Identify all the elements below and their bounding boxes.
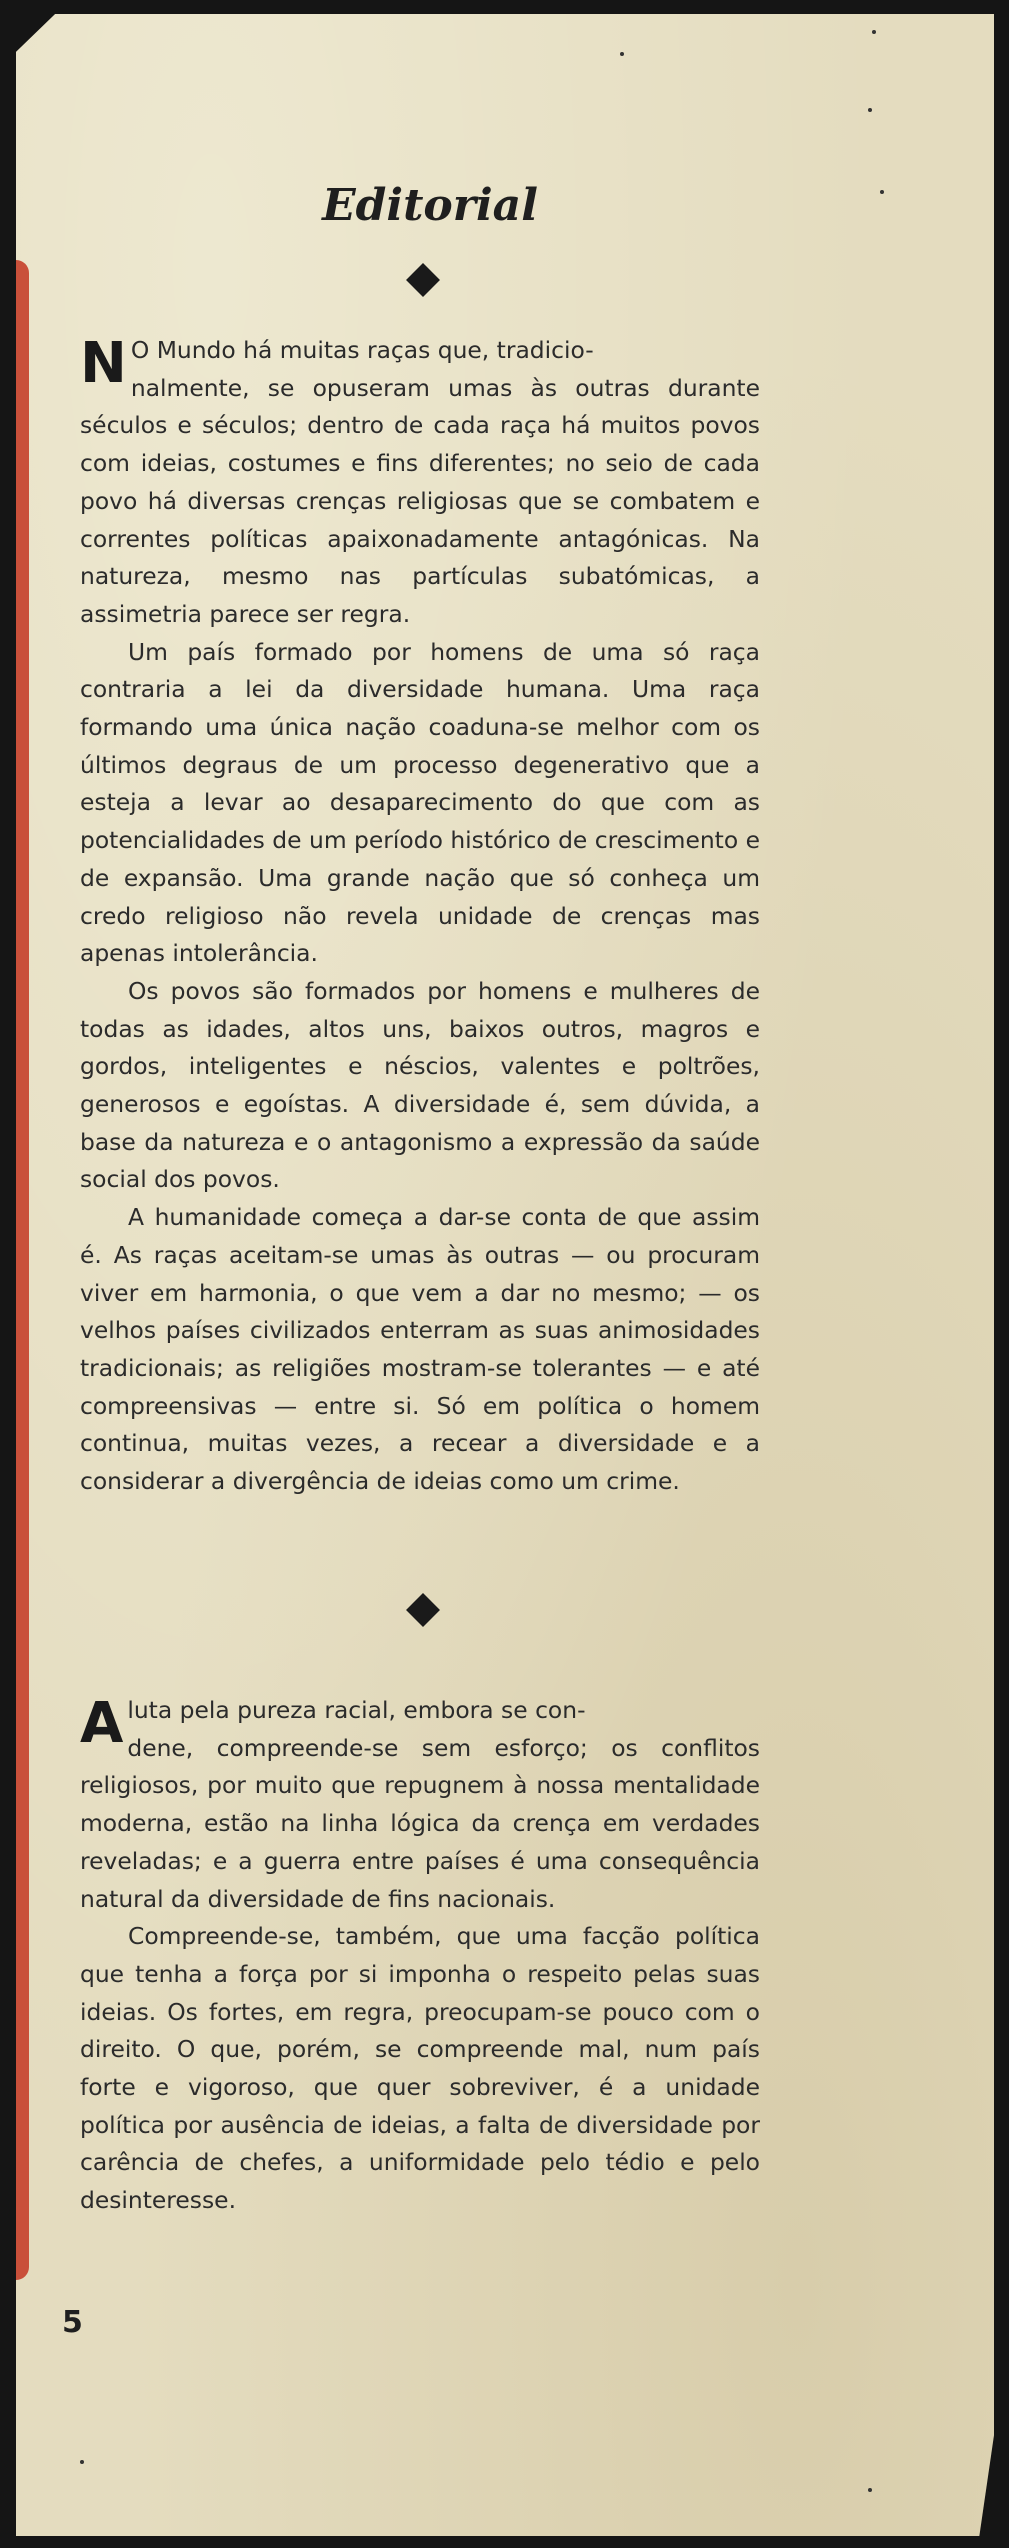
article-section-1 <box>80 332 760 1501</box>
paper-speck <box>868 108 872 112</box>
paper-speck <box>872 30 876 34</box>
paragraph: A humanidade começa a dar-se conta de que assim é. As raças aceitam-se umas às outras — ou procuram viver em harmonia, o que vem a dar no mesmo; — os velhos países civilizados enterram as suas animosidades tradicionais; as religiões mostram-se tolerantes — e até compreensivas — entre si. Só em política o homem continua, muitas vezes, a recear a diversidade e a considerar a divergência de ideias como um crime. <box>80 1203 760 1496</box>
dropcap: N <box>80 331 127 396</box>
article-section-2 <box>80 1692 760 2220</box>
page-number: 5 <box>62 2305 83 2340</box>
paper-speck <box>868 2488 872 2492</box>
first-line: luta pela pureza racial, embora se con- <box>127 1696 586 1724</box>
paper-speck <box>880 190 884 194</box>
paragraph <box>80 332 760 634</box>
paragraph: Compreende-se, também, que uma facção política que tenha a força por si imponha o respeito pelas suas ideias. Os fortes, em regra, preocupam-se pouco com o direito. O que, porém, se compreende mal, num país forte e vigoroso, que quer sobreviver, é a unidade política por ausência de ideias, a falta de diversidade por carência de chefes, a uniformidade pelo tédio e pelo desinteresse. <box>80 1922 760 2215</box>
paragraph-text: nalmente, se opuseram umas às outras durante séculos e séculos; dentro de cada raça há muitos povos com ideias, costumes e fins diferentes; no seio de cada povo há diversas crenças religiosas que se combatem e correntes políticas apaixonadamente antagónicas. Na natureza, mesmo nas partículas subatómicas, a assimetria parece ser regra. <box>80 373 760 628</box>
dropcap: A <box>80 1691 124 1756</box>
paragraph <box>80 1692 760 1918</box>
paragraph: Um país formado por homens de uma só raça contraria a lei da diversidade humana. Uma raça formando uma única nação coaduna-se melhor com os últimos degraus de um processo degenerativo que a esteja a levar ao desaparecimento do que com as potencialidades de um período histórico de crescimento e de expansão. Uma grande nação que só conheça um credo religioso não revela unidade de crenças mas apenas intolerância. <box>80 637 760 968</box>
red-edge-strip <box>16 260 29 2280</box>
paragraph-text: dene, compreende-se sem esforço; os conflitos religiosos, por muito que repugnem à nossa mentalidade moderna, estão na linha lógica da crença em verdades reveladas; e a guerra entre países é uma consequência natural da diversidade de fins nacionais. <box>80 1733 760 1913</box>
page-title: Editorial <box>322 180 538 231</box>
paragraph: Os povos são formados por homens e mulheres de todas as idades, altos uns, baixos outros, magros e gordos, inteligentes e néscios, valentes e poltrões, generosos e egoístas. A diversidade é, sem dúvida, a base da natureza e o antagonismo a expressão da saúde social dos povos. <box>80 976 760 1194</box>
first-line: O Mundo há muitas raças que, tradicio- <box>130 336 594 364</box>
paper-speck <box>620 52 624 56</box>
paper-speck <box>80 2460 84 2464</box>
